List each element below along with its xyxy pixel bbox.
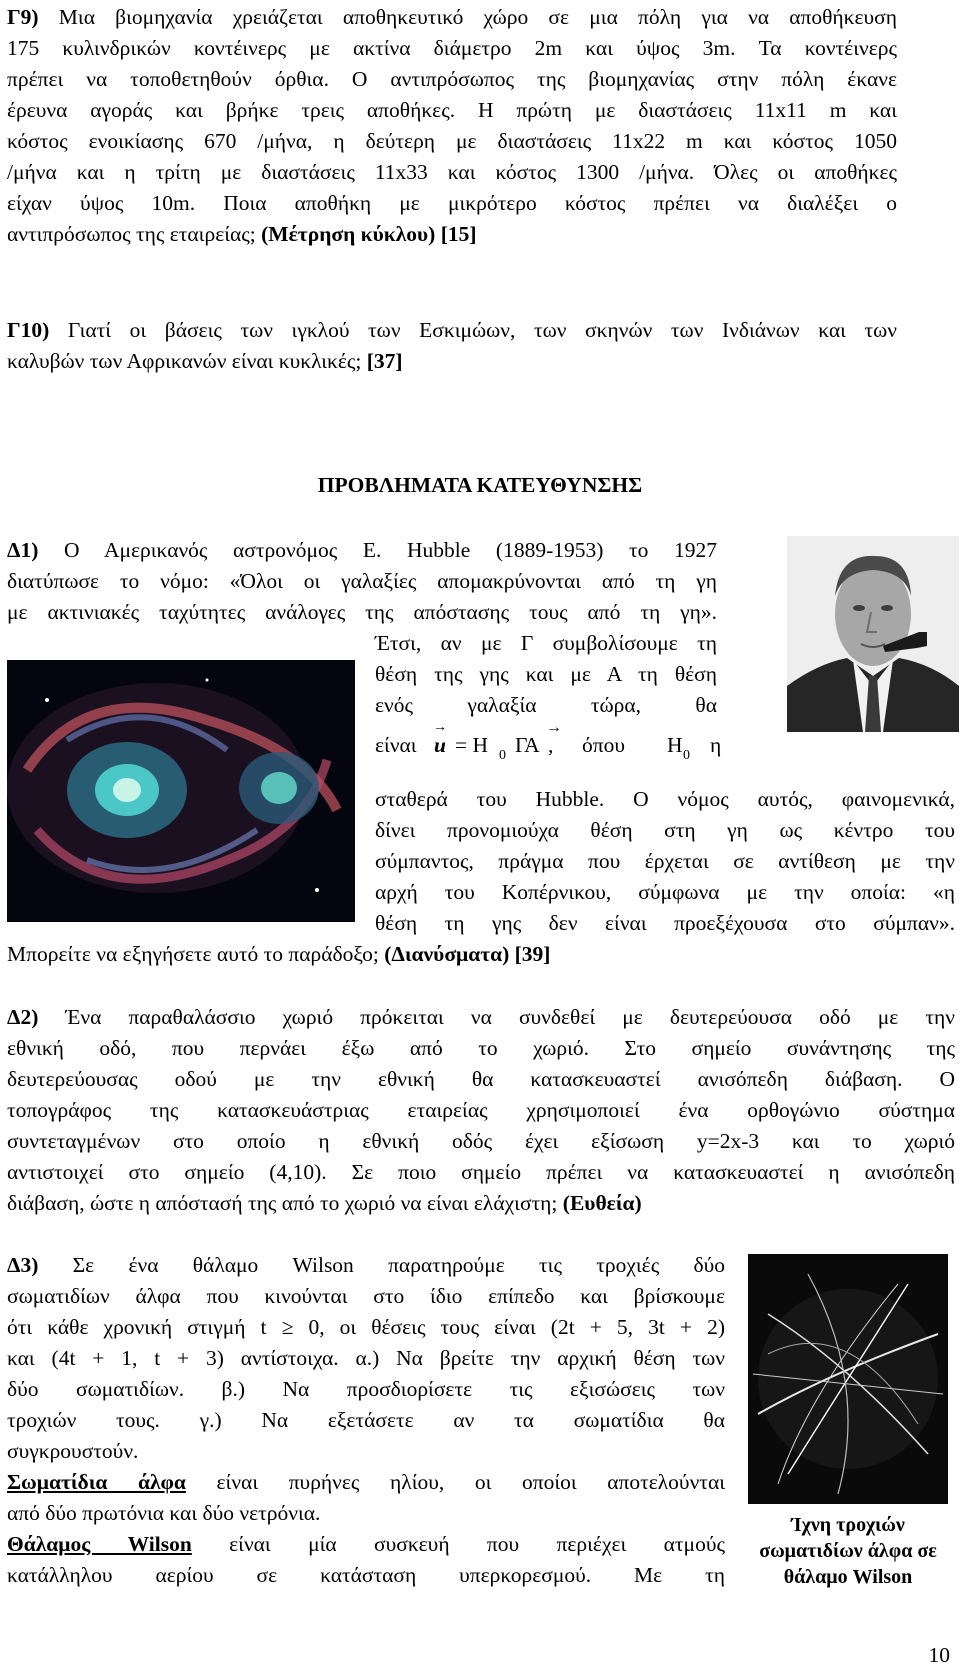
hubble-portrait	[787, 536, 959, 732]
g9-line-8: αντιπρόσωπος της εταιρείας; (Μέτρηση κύκλου) [15]	[7, 222, 477, 246]
d2-line-1: Δ2) Ένα παραθαλάσσιο χωριό πρόκειται να συνδεθεί με δευτερεύουσα οδό με την	[7, 1005, 955, 1029]
section-title: ΠΡΟΒΛΗΜΑΤΑ ΚΑΤΕΥΘΥΝΣΗΣ	[317, 473, 643, 497]
d3-line-7: συγκρουστούν.	[7, 1439, 139, 1463]
d3-line-3: ότι κάθε χρονική στιγμή t ≥ 0, οι θέσεις τους είναι (2t + 5, 3t + 2)	[7, 1315, 725, 1339]
d3-alpha-line-2: από δύο πρωτόνια και δύο νετρόνια.	[7, 1501, 321, 1525]
hubble-formula: είναι → u = H 0 → ΓΑ , όπου H 0 η	[375, 719, 722, 763]
g10-label: Γ10)	[7, 318, 50, 342]
d2-line-3: δευτερεύουσας οδού με την εθνική θα κατασκευαστεί ανισόπεδη διάβαση. Ο	[7, 1067, 955, 1091]
d1-label: Δ1)	[7, 538, 39, 562]
g9-line-1: Γ9) Μια βιομηχανία χρειάζεται αποθηκευτικό χώρο σε μια πόλη για να αποθήκευση	[7, 5, 898, 29]
g9-tag: (Μέτρηση κύκλου) [15]	[261, 222, 477, 246]
d2-line-7: διάβαση, ώστε η απόστασή της από το χωριό να είναι ελάχιστη; (Ευθεία)	[7, 1191, 642, 1215]
g9-line-6: /μήνα και η τρίτη με διαστάσεις 11x33 και κόστος 1300 /μήνα. Όλες οι αποθήκες	[7, 160, 897, 184]
d2-label: Δ2)	[7, 1005, 39, 1029]
g9-line-5: κόστος ενοικίασης 670 /μήνα, η δεύτερη με διαστάσεις 11x22 m και κόστος 1050	[7, 129, 897, 153]
d3-wilson-line-2: κατάλληλου αερίου σε κατάσταση υπερκορεσμού. Με τη	[7, 1563, 725, 1587]
d2-line-4: τοπογράφος της κατασκευάστριας εταιρείας χρησιμοποιεί ένα ορθογώνιο σύστημα	[7, 1098, 955, 1122]
d1-line-7: σταθερά του Hubble. Ο νόμος αυτός, φαινομενικά,	[375, 787, 955, 811]
caption-line-2: σωματιδίων άλφα σε	[759, 1540, 937, 1562]
g9-line-3: πρέπει να τοποθετηθούν όρθια. Ο αντιπρόσωπος της βιομηχανίας στην πόλη έκανε	[7, 67, 897, 91]
d2-line-2: εθνική οδό, που περνάει έξω από το χωριό. Στο σημείο συνάντησης της	[7, 1036, 955, 1060]
d2-tag: (Ευθεία)	[562, 1191, 642, 1215]
d3-line-5: δύο σωματιδίων. β.) Να προσδιορίσετε τις εξισώσεις των	[7, 1377, 725, 1401]
d1-line-8: δίνει προνομιούχα θέση στη γη ως κέντρο του	[375, 818, 955, 842]
d3-line-6: τροχιών τους. γ.) Να εξετάσετε αν τα σωματίδια θα	[7, 1408, 725, 1432]
g9-line-7: είχαν ύψος 10m. Ποια αποθήκη με μικρότερο κόστος πρέπει να διαλέξει ο	[7, 191, 897, 215]
g10-line-1: Γ10) Γιατί οι βάσεις των ιγκλού των Εσκιμώων, των σκηνών των Ινδιάνων και των	[7, 318, 897, 342]
d2-line-5: συντεταγμένων στο οποίο η εθνική οδός έχει εξίσωση y=2x-3 και το χωριό	[7, 1129, 955, 1153]
d3-alpha-line-1: Σωματίδια άλφα είναι πυρήνες ηλίου, οι οποίοι αποτελούνται	[7, 1470, 725, 1494]
d3-line-2: σωματιδίων άλφα που κινούνται στο ίδιο επίπεδο και βρίσκουμε	[7, 1284, 725, 1308]
wilson-chamber-image	[748, 1254, 948, 1504]
d1-line-4: Έτσι, αν με Γ συμβολίσουμε τη	[375, 631, 717, 655]
galaxy-image	[7, 660, 355, 922]
wilson-caption	[738, 1512, 958, 1590]
page-number: 10	[928, 1643, 950, 1667]
d1-line-2: διατύπωσε το νόμο: «Όλοι οι γαλαξίες απομακρύνονται από τη γη	[7, 569, 717, 593]
d3-line-4: και (4t + 1, t + 3) αντίστοιχα. α.) Να βρείτε την αρχική θέση των	[7, 1346, 725, 1370]
g10-line-2: καλυβών των Αφρικανών είναι κυκλικές; [37]	[7, 349, 403, 373]
wilson-term: Θάλαμος Wilson	[7, 1532, 192, 1556]
d3-line-1: Δ3) Σε ένα θάλαμο Wilson παρατηρούμε τις τροχιές δύο	[7, 1253, 726, 1277]
caption-line-3: θάλαμο Wilson	[783, 1566, 913, 1588]
d1-line-5: θέση της γης και με Α τη θέση	[375, 662, 717, 686]
d3-label: Δ3)	[7, 1253, 39, 1277]
g9-label: Γ9)	[7, 5, 39, 29]
d2-line-6: αντιστοιχεί στο σημείο (4,10). Σε ποιο σημείο πρέπει να κατασκευαστεί η ανισόπεδη	[7, 1160, 955, 1184]
g10-tag: [37]	[366, 349, 403, 373]
d1-tag: (Διανύσματα) [39]	[384, 942, 551, 966]
d1-line-11: θέση τη γης δεν είναι προεξέχουσα στο σύμπαν».	[375, 911, 955, 935]
g9-line-4: έρευνα αγοράς και βρήκε τρεις αποθήκες. Η πρώτη με διαστάσεις 11x11 m και	[7, 98, 897, 122]
d3-wilson-line-1: Θάλαμος Wilson είναι μία συσκευή που περιέχει ατμούς	[7, 1532, 725, 1556]
d1-line-3: με ακτινιακές ταχύτητες ανάλογες της απόστασης τους από τη γη».	[7, 600, 717, 624]
d1-line-1: Δ1) Ο Αμερικανός αστρονόμος Ε. Hubble (1889-1953) το 1927	[7, 538, 717, 562]
alpha-term: Σωματίδια άλφα	[7, 1470, 186, 1494]
d1-line-6: ενός γαλαξία τώρα, θα	[375, 693, 717, 717]
d1-line-10: αρχή του Κοπέρνικου, σύμφωνα με την οποία: «η	[375, 880, 955, 904]
d1-line-12: Μπορείτε να εξηγήσετε αυτό το παράδοξο; (Διανύσματα) [39]	[7, 942, 551, 966]
caption-line-1: Ίχνη τροχιών	[791, 1514, 905, 1536]
g9-line-2: 175 κυλινδρικών κοντέινερς με ακτίνα διάμετρο 2m και ύψος 3m. Τα κοντέινερς	[7, 36, 897, 60]
d1-line-9: σύμπαντος, πράγμα που έρχεται σε αντίθεση με την	[375, 849, 955, 873]
